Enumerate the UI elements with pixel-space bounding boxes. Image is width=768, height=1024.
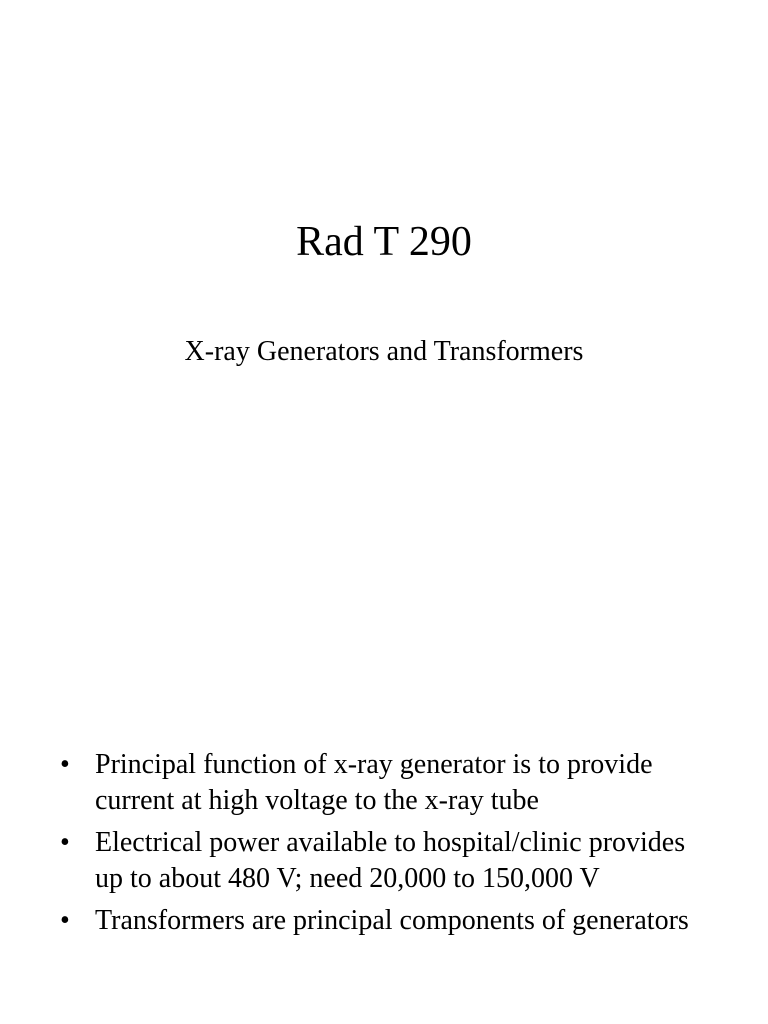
list-item [60,747,720,819]
bullet-icon: • [60,827,70,858]
bullet-text: Transformers are principal components of generators [95,905,689,936]
slide-title: Rad T 290 [296,219,472,265]
bullet-text: Principal function of x-ray generator is to provide current at high voltage to the x-ray tube [95,749,653,816]
list-item [60,825,720,897]
bullet-text: Electrical power available to hospital/clinic provides up to about 480 V; need 20,000 to 150,000 V [95,827,686,894]
bullet-icon: • [60,749,70,780]
slide-subtitle: X-ray Generators and Transformers [184,336,584,367]
list-item [60,903,720,939]
bullet-list [60,747,720,945]
bullet-icon: • [60,905,70,936]
